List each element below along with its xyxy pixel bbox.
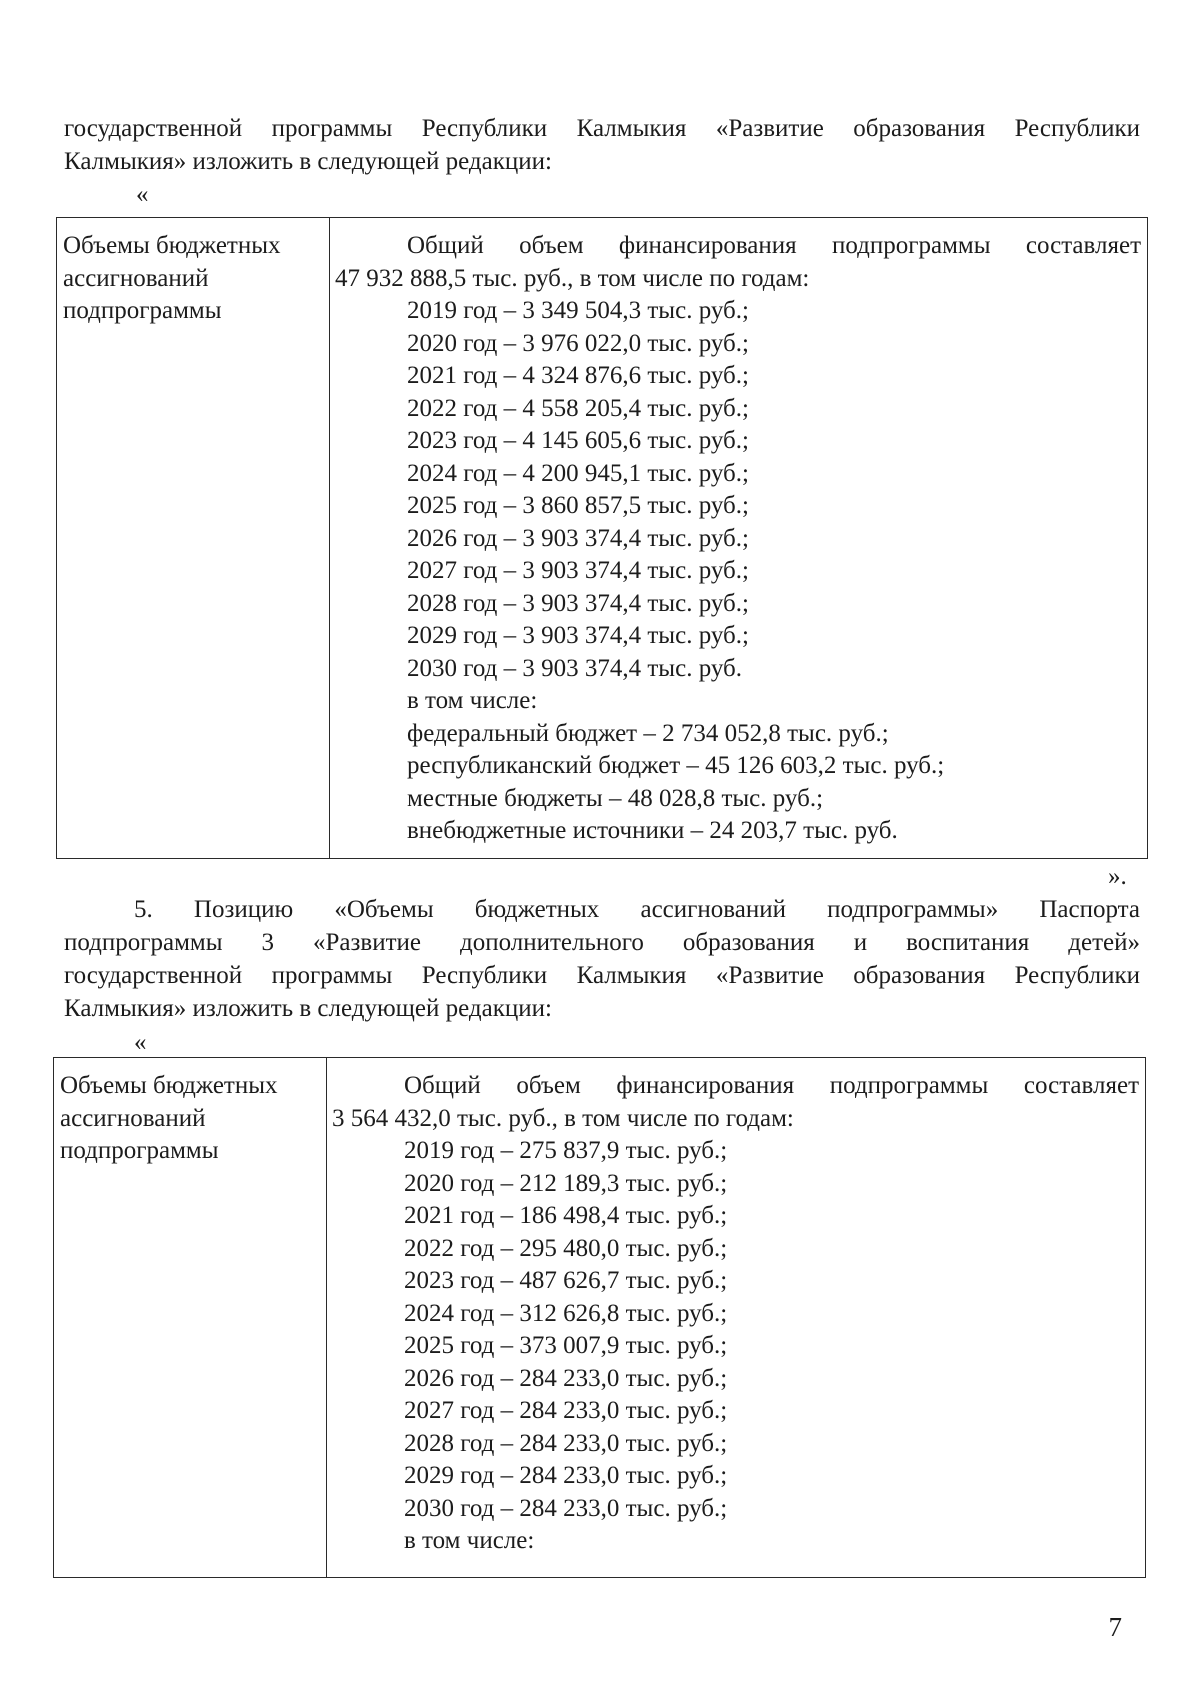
year-line: 2024 год – 4 200 945,1 тыс. руб.;: [407, 459, 749, 487]
year-line: 2026 год – 3 903 374,4 тыс. руб.;: [407, 524, 749, 552]
year-line: 2027 год – 3 903 374,4 тыс. руб.;: [407, 557, 749, 584]
source-line: местные бюджеты – 48 028,8 тыс. руб.;: [407, 784, 824, 812]
total-line: Общий объем финансирования подпрограммы составляет: [404, 1072, 1139, 1099]
content-cell: [327, 1058, 1146, 1578]
budget-table-1: [56, 217, 1148, 859]
year-line: 2029 год – 284 233,0 тыс. руб.;: [404, 1462, 728, 1489]
source-line: республиканский бюджет – 45 126 603,2 тыс. руб.;: [407, 752, 945, 779]
year-line: 2020 год – 212 189,3 тыс. руб.;: [404, 1169, 728, 1197]
year-line: 2025 год – 3 860 857,5 тыс. руб.;: [407, 492, 749, 519]
year-line: 2024 год – 312 626,8 тыс. руб.;: [404, 1299, 728, 1327]
total-line: Общий объем финансирования подпрограммы составляет: [407, 232, 1141, 259]
source-line: федеральный бюджет – 2 734 052,8 тыс. руб.;: [407, 719, 889, 747]
year-line: 2027 год – 284 233,0 тыс. руб.;: [404, 1397, 728, 1424]
year-line: 2022 год – 295 480,0 тыс. руб.;: [404, 1234, 728, 1262]
label-cell: [54, 1058, 327, 1578]
year-line: 2028 год – 284 233,0 тыс. руб.;: [404, 1429, 728, 1457]
year-line: 2030 год – 284 233,0 тыс. руб.;: [404, 1494, 728, 1522]
total-amount-line: 3 564 432,0 тыс. руб., в том числе по годам:: [332, 1104, 794, 1132]
budget-table-2: [53, 1057, 1146, 1578]
label-line: Объемы бюджетных: [63, 232, 281, 259]
closing-quote-1: ».: [1108, 863, 1127, 890]
label-line: подпрограммы: [63, 297, 222, 324]
year-line: 2023 год – 487 626,7 тыс. руб.;: [404, 1267, 728, 1294]
intro-line-1: государственной программы Республики Калмыкия «Развитие образования Республики: [64, 115, 1140, 142]
table-row: [54, 1058, 1146, 1578]
item-5-line-1: 5. Позицию «Объемы бюджетных ассигнований подпрограммы» Паспорта: [134, 896, 1140, 923]
year-line: 2019 год – 3 349 504,3 тыс. руб.;: [407, 297, 749, 324]
label-line: Объемы бюджетных: [60, 1072, 278, 1099]
label-line: подпрограммы: [60, 1137, 219, 1164]
year-line: 2026 год – 284 233,0 тыс. руб.;: [404, 1364, 728, 1392]
label-line: ассигнований: [63, 264, 209, 292]
year-line: 2030 год – 3 903 374,4 тыс. руб.: [407, 654, 743, 682]
content-cell: [330, 218, 1148, 859]
year-line: 2022 год – 4 558 205,4 тыс. руб.;: [407, 394, 749, 422]
total-amount-line: 47 932 888,5 тыс. руб., в том числе по годам:: [335, 264, 810, 292]
year-line: 2020 год – 3 976 022,0 тыс. руб.;: [407, 329, 749, 357]
label-line: ассигнований: [60, 1104, 206, 1132]
year-line: 2021 год – 4 324 876,6 тыс. руб.;: [407, 362, 749, 389]
year-line: 2021 год – 186 498,4 тыс. руб.;: [404, 1202, 728, 1229]
year-line: 2028 год – 3 903 374,4 тыс. руб.;: [407, 589, 749, 617]
item-5-line-3: государственной программы Республики Калмыкия «Развитие образования Республики: [64, 962, 1140, 989]
including-line: в том числе:: [404, 1527, 535, 1554]
including-line: в том числе:: [407, 687, 538, 714]
label-cell: [57, 218, 330, 859]
opening-quote-2: «: [134, 1029, 147, 1056]
source-line: внебюджетные источники – 24 203,7 тыс. руб.: [407, 817, 898, 844]
opening-quote-1: «: [136, 181, 149, 208]
intro-paragraph: [64, 112, 1140, 178]
year-line: 2029 год – 3 903 374,4 тыс. руб.;: [407, 622, 749, 649]
intro-line-2: Калмыкия» изложить в следующей редакции:: [64, 148, 552, 175]
year-line: 2025 год – 373 007,9 тыс. руб.;: [404, 1332, 728, 1359]
item-5-line-2: подпрограммы 3 «Развитие дополнительного образования и воспитания детей»: [64, 929, 1140, 956]
item-5-paragraph: [64, 893, 1140, 1025]
page-number: 7: [1108, 1612, 1122, 1642]
item-5-line-4: Калмыкия» изложить в следующей редакции:: [64, 995, 552, 1022]
table-row: [57, 218, 1148, 859]
year-line: 2019 год – 275 837,9 тыс. руб.;: [404, 1137, 728, 1164]
year-line: 2023 год – 4 145 605,6 тыс. руб.;: [407, 427, 749, 454]
